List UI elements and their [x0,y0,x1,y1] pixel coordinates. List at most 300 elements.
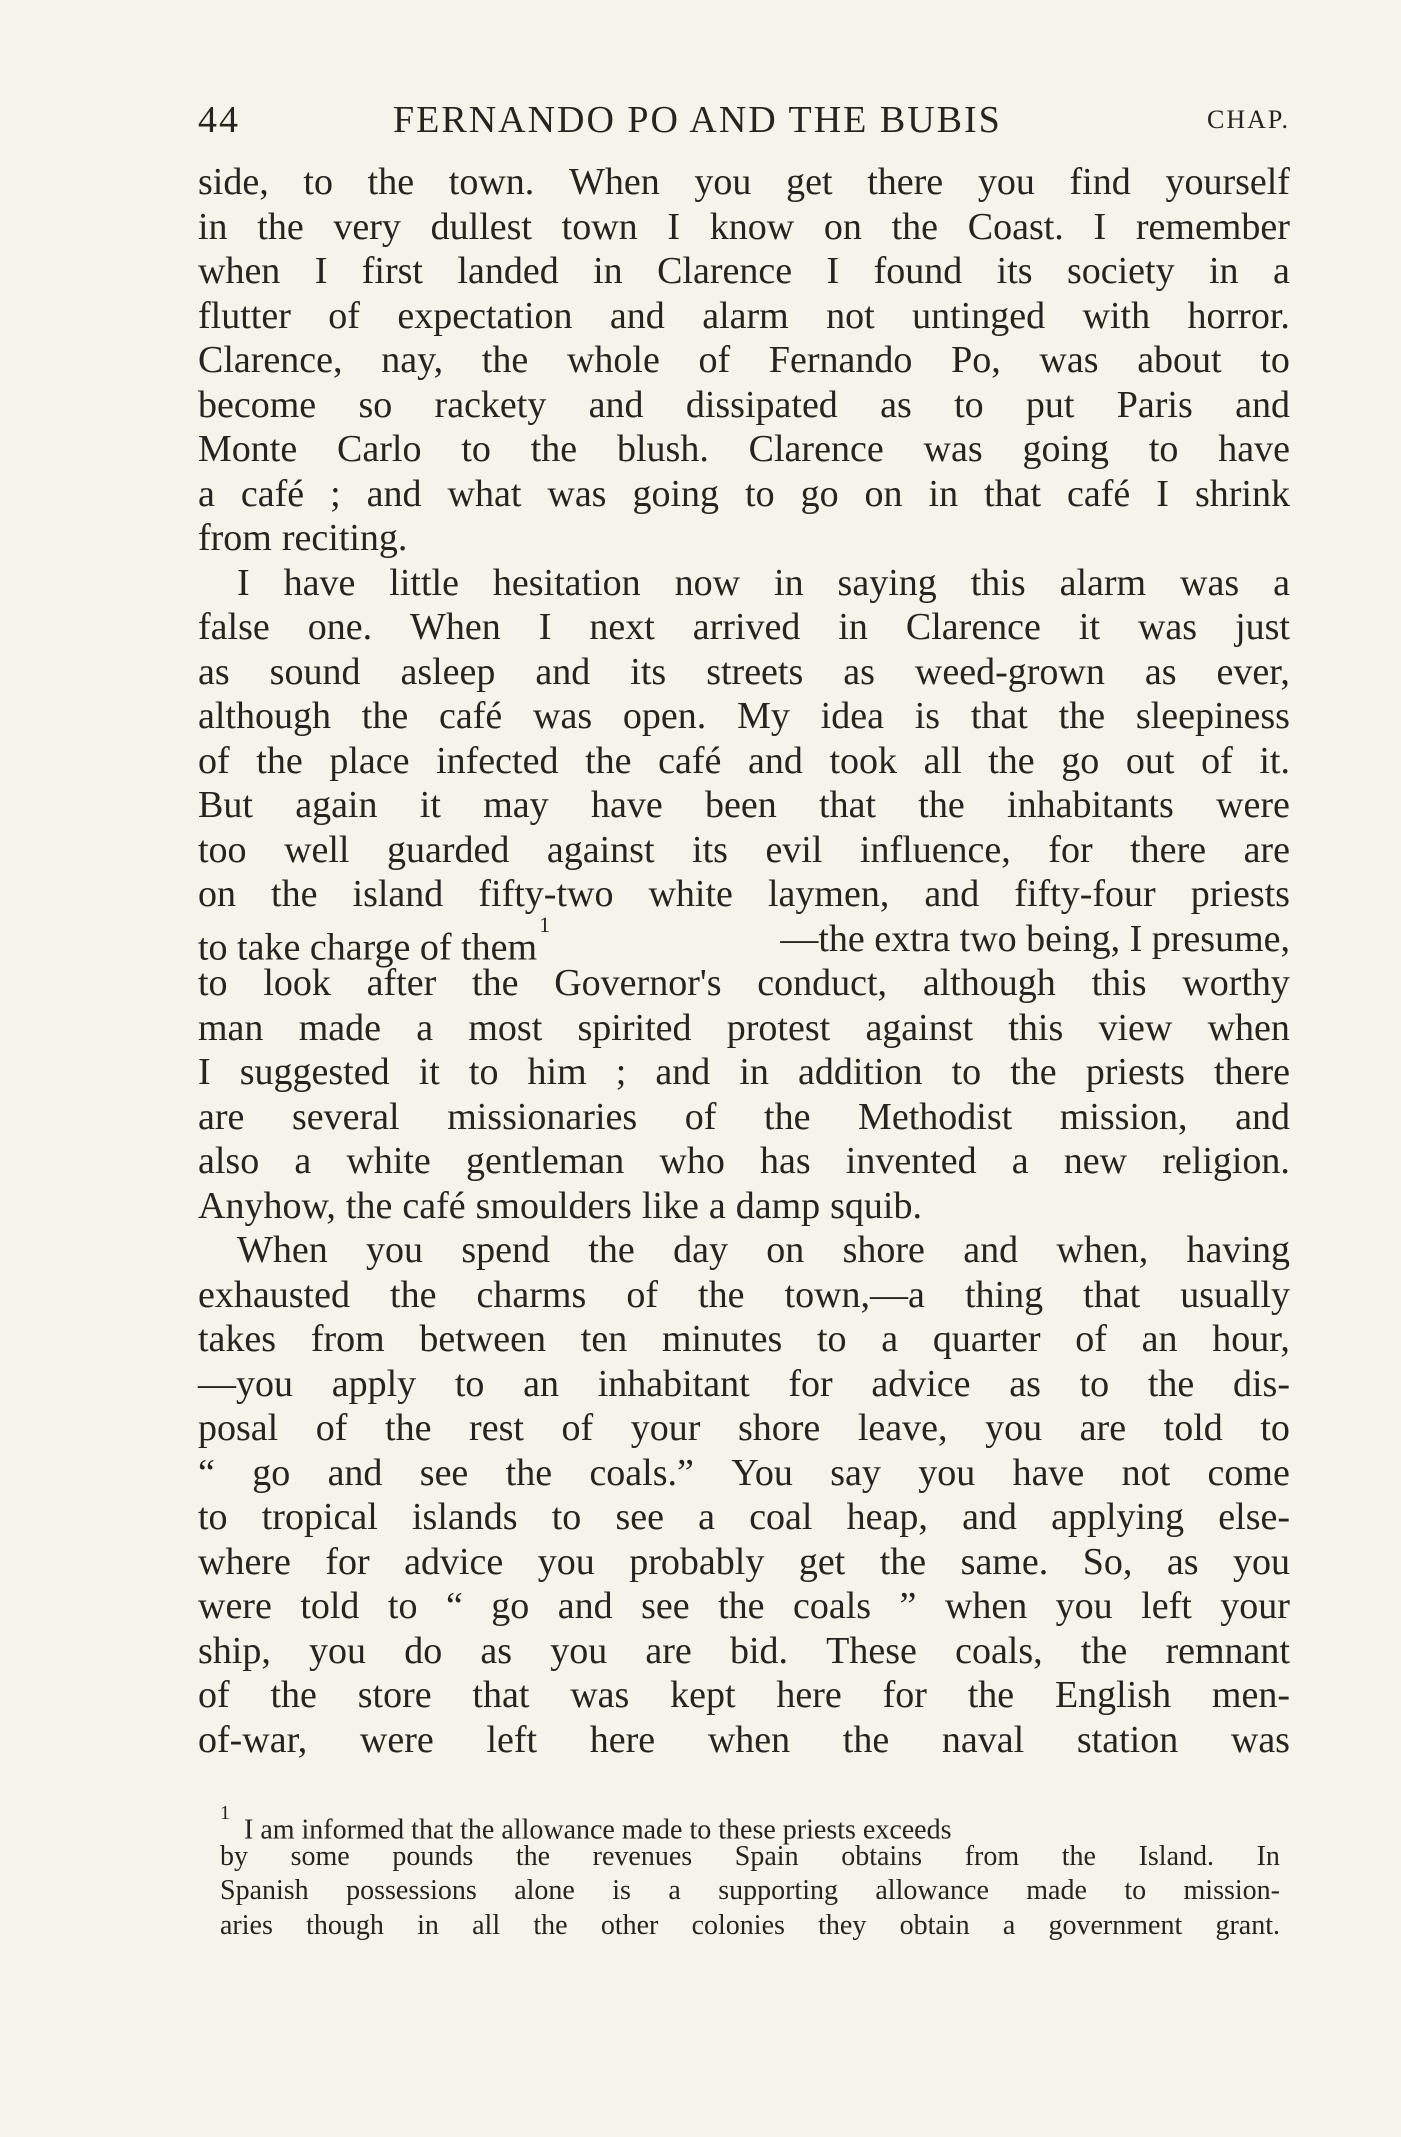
word: and [1235,1095,1290,1138]
word: charms [476,1273,587,1316]
text-line [198,1406,1290,1451]
word: “ [445,1585,463,1627]
word: to [198,962,228,1004]
footnote-text: I am informed that the allowance made to these priests exceeds [244,1814,952,1846]
word: ; [330,472,341,515]
word: When [568,161,660,203]
word: going [632,472,720,515]
word: of [198,1674,230,1716]
word: there [1214,1051,1290,1093]
word: sleepiness [1135,695,1290,737]
word: whole [566,339,660,381]
word: Clarence [748,428,884,470]
text-line [198,828,1290,873]
word: you [1055,1585,1113,1627]
word: too [198,828,247,871]
word: when [1207,1006,1290,1049]
word: priests [1190,873,1290,915]
word: from [310,1318,385,1360]
word: out [1125,739,1175,782]
word: who [659,1140,725,1182]
word: it [418,1051,440,1093]
word: the [270,1674,317,1716]
word: the [472,962,519,1004]
word: have [283,561,356,604]
word: In [1256,1840,1280,1872]
word: Spain [734,1840,799,1872]
word: invented [845,1140,977,1182]
word: alarm [1059,561,1147,604]
word: You [731,1451,793,1494]
word: I [314,250,328,292]
word: in [593,250,623,292]
word: Fernando [768,339,913,381]
word: first [361,250,423,292]
word: the [764,1095,811,1138]
word: man [198,1006,264,1049]
word: But [198,784,253,826]
word: the [585,739,632,782]
word: Governor's [554,962,722,1004]
word: yourself [1165,161,1290,203]
word: next [589,606,655,648]
word: spend [461,1229,551,1271]
word: your [630,1407,701,1449]
word: Carlo [337,428,422,470]
word: on [864,472,903,515]
word: takes [198,1318,277,1360]
word: and [588,383,644,426]
word: that [970,695,1028,737]
word: been [704,784,777,826]
word: the [967,1674,1015,1716]
word: for [882,1674,927,1716]
word: there [1130,828,1207,871]
word: horror. [1187,294,1290,337]
word: I [826,250,840,292]
word: supporting [718,1875,838,1906]
word: to [454,1362,485,1405]
word: you [366,1229,424,1271]
word: coals [793,1585,872,1627]
word: When [237,1229,328,1271]
word: evil [765,828,823,871]
word: obtains [841,1840,923,1872]
word: and [327,1451,383,1494]
word: of [315,1407,348,1449]
body-text [198,160,1290,1762]
word: I [1093,205,1107,248]
word: was [1230,1718,1290,1761]
word: little [389,561,459,604]
word: become [198,383,317,426]
word: an [523,1362,559,1405]
word: was [923,428,983,470]
word: to [303,161,333,203]
word: and [535,650,591,693]
word: hesitation [492,561,641,604]
text-line-with-footnote [198,911,1290,969]
text-line [198,1006,1290,1051]
word: coals.” [589,1451,694,1494]
word: sound [269,650,361,693]
footnote-line [220,1909,1280,1944]
word: ten [580,1318,628,1360]
word: were [359,1718,434,1761]
word: all [472,1909,501,1941]
word: a [1011,1140,1029,1182]
word: though [306,1909,384,1941]
word: by [220,1840,248,1872]
word: it [1078,606,1101,648]
word: dissipated [685,383,838,426]
word: weed-grown [914,650,1105,693]
word: found [873,250,963,292]
word: to [951,1051,982,1093]
word: made [298,1006,381,1049]
text-line [198,160,1290,205]
word: the [256,739,303,782]
word: hour, [1212,1318,1290,1360]
word: ; [615,1051,627,1093]
word: that [819,784,876,826]
word: a [1272,250,1290,292]
word: as [880,383,912,426]
word: mission, [1059,1095,1188,1138]
word: it [419,784,441,826]
word: place [329,739,410,782]
word: aries [220,1909,273,1941]
word: town,—a [784,1273,925,1316]
word: this [1008,1006,1064,1049]
text-line [198,338,1290,383]
word: possessions [346,1875,477,1906]
word: was [1039,339,1099,381]
word: go [1061,739,1100,782]
word: religion. [1162,1140,1290,1182]
word: and [1235,383,1290,426]
word: and [747,739,803,782]
word: the [505,1451,553,1494]
word: and [962,1496,1017,1538]
word: left [1141,1585,1192,1627]
word: so [358,383,393,426]
word: a [698,1496,716,1538]
word: from [198,517,272,559]
word: with [1082,294,1151,337]
word: white [648,873,733,915]
chapter-mark: CHAP. [1207,105,1290,134]
word: here [776,1674,842,1716]
word: day [673,1229,728,1271]
word: reciting. [281,517,408,559]
word: flutter [198,294,291,337]
word: well [284,828,350,871]
word: allowance [875,1875,989,1906]
word: fifty-four [1014,873,1156,915]
word: society [1066,250,1175,292]
word: My [737,695,790,737]
word: see [615,1496,664,1538]
word: thing [964,1273,1044,1316]
word: spirited [577,1006,692,1049]
word: it. [1259,739,1290,782]
word: him [527,1051,587,1093]
word: new [1063,1140,1128,1182]
word: a [1002,1909,1016,1941]
word: like [641,1184,699,1227]
word: get [786,161,833,203]
word: revenues [592,1840,693,1872]
word: Po, [951,339,1001,381]
word: the [345,1184,393,1227]
word: is [914,695,941,737]
text-line [198,1050,1290,1095]
word: do [404,1629,443,1672]
word: of-war, [198,1718,308,1761]
word: probably [629,1540,765,1583]
word: to [468,1051,499,1093]
word: bid. [729,1629,788,1672]
word: in [838,606,868,648]
word: the [361,695,409,737]
word: when [944,1585,1028,1627]
word: several [291,1095,400,1138]
word: and [655,1051,711,1093]
word: ship, [198,1629,271,1672]
text-line [198,650,1290,695]
word: a [668,1875,681,1906]
text-line [198,1540,1290,1585]
word: —you [198,1362,293,1405]
word: although [198,695,331,737]
word: Island. [1138,1840,1214,1872]
word: the [385,1407,432,1449]
word: the [257,205,304,248]
line-segment [198,911,551,969]
word: islands [411,1496,518,1538]
word: as [1144,650,1177,693]
word: to [387,1585,418,1627]
word: see [641,1585,690,1627]
word: side, [198,161,269,203]
word: against [546,828,655,871]
word: to [551,1496,582,1538]
word: laymen, [767,873,890,915]
word: to [1124,1875,1147,1906]
text-line [198,1095,1290,1140]
word: view [1098,1006,1173,1049]
word: to [1260,1407,1290,1449]
word: naval [941,1718,1025,1761]
word: there [867,161,944,203]
word: untinged [912,294,1046,337]
word: town [561,205,638,248]
word: your [1220,1585,1290,1627]
footnote-line-with-mark [220,1802,1280,1846]
word: alarm [702,294,789,337]
word: the [1058,695,1106,737]
word: a [881,1318,899,1360]
text-line [198,1495,1290,1540]
word: on [823,205,862,248]
word: shore [842,1229,925,1271]
word: here [589,1718,656,1761]
word: are [645,1629,692,1672]
word: may [483,784,549,826]
word: the [481,339,529,381]
word: inhabitants [1007,784,1174,826]
word: find [1069,161,1131,203]
word: and [557,1585,613,1627]
word: coals, [955,1629,1043,1672]
word: against [865,1006,974,1049]
text-line [198,739,1290,784]
word: a [294,1140,312,1182]
word: is [612,1875,631,1906]
word: after [366,962,437,1004]
word: although [922,962,1056,1004]
word: put [1025,383,1075,426]
word: are [1243,828,1290,871]
word: men- [1211,1674,1290,1716]
text-line [198,205,1290,250]
word: was [1137,606,1198,648]
text-line [198,1139,1290,1184]
word: its [692,828,728,871]
word: to [1148,428,1179,470]
word: have [590,784,663,826]
word: look [263,962,331,1004]
word: told [300,1585,360,1627]
word: very [333,205,401,248]
word: a [1273,561,1290,604]
word: white [346,1140,431,1182]
text-line [198,1184,1290,1229]
word: the [1147,1362,1195,1405]
word: the [515,1840,551,1872]
word: island [352,873,444,915]
word: gentleman [465,1140,625,1182]
word: town. [448,161,535,203]
word: else- [1218,1496,1290,1538]
word: as [480,1629,513,1672]
text-line [198,1718,1290,1763]
word: rest [469,1407,524,1449]
word: the [1080,1629,1128,1672]
word: landed [457,250,559,292]
word: These [826,1629,917,1672]
word: as [1166,1540,1199,1583]
word: advice [871,1362,971,1405]
word: ever, [1216,650,1290,693]
word: Paris [1116,383,1193,426]
word: go [252,1451,291,1494]
word: was [547,472,607,515]
word: on [198,873,236,915]
word: Monte [198,428,298,470]
word: posal [198,1407,279,1449]
word: a [198,472,215,515]
word: in [198,205,228,248]
word: told [1163,1407,1223,1449]
word: of [198,739,230,782]
word: not [826,294,875,337]
word: I [237,561,250,604]
word: not [1121,1451,1171,1494]
text-line [198,872,1290,917]
word: Methodist [858,1095,1013,1138]
word: where [198,1540,291,1583]
word: café [240,472,305,515]
word: protest [726,1006,831,1049]
text-line [198,1584,1290,1629]
footnote-line [220,1874,1280,1909]
word: again [295,784,378,826]
word: are [1079,1407,1127,1449]
word: to [745,472,775,515]
word: I [538,606,552,648]
word: exhausted [198,1273,350,1316]
word: other [600,1909,659,1941]
word: having [1186,1229,1290,1271]
text-line [198,472,1290,517]
word: café [1067,472,1131,515]
running-title: FERNANDO PO AND THE BUBIS [393,99,1002,141]
word: and [366,472,422,515]
word: the [842,1718,890,1761]
word: to [198,1496,228,1538]
word: most [468,1006,543,1049]
text-line [198,605,1290,650]
word: of [684,1095,717,1138]
word: when [198,250,281,292]
word: for [788,1362,833,1405]
word: also [198,1140,260,1182]
text-line [198,516,1290,561]
text-line [198,427,1290,472]
word: quarter [932,1318,1041,1360]
word: same. [960,1540,1049,1583]
word: saying [837,561,937,604]
word: coal [749,1496,813,1538]
word: remnant [1165,1629,1290,1672]
word: dullest [430,205,532,248]
word: store [357,1674,432,1716]
word: for [1048,828,1093,871]
word: in [928,472,959,515]
word: infected [436,739,559,782]
footnote-first-line [220,1802,952,1846]
word: apply [331,1362,417,1405]
word: kept [670,1674,736,1716]
page-header [198,90,1290,150]
word: the [1061,1840,1096,1872]
line-start: to take charge of them [198,926,538,969]
word: café [402,1184,466,1227]
word: the [988,739,1035,782]
text-line [198,294,1290,339]
word: I [1156,472,1169,515]
word: about [1137,339,1222,381]
word: I [198,1051,211,1093]
word: alone [514,1875,575,1906]
word: have [1012,1451,1085,1494]
word: grant. [1215,1909,1280,1941]
word: shore [737,1407,821,1449]
word: in [417,1909,439,1941]
footnotes [220,1802,1280,1943]
